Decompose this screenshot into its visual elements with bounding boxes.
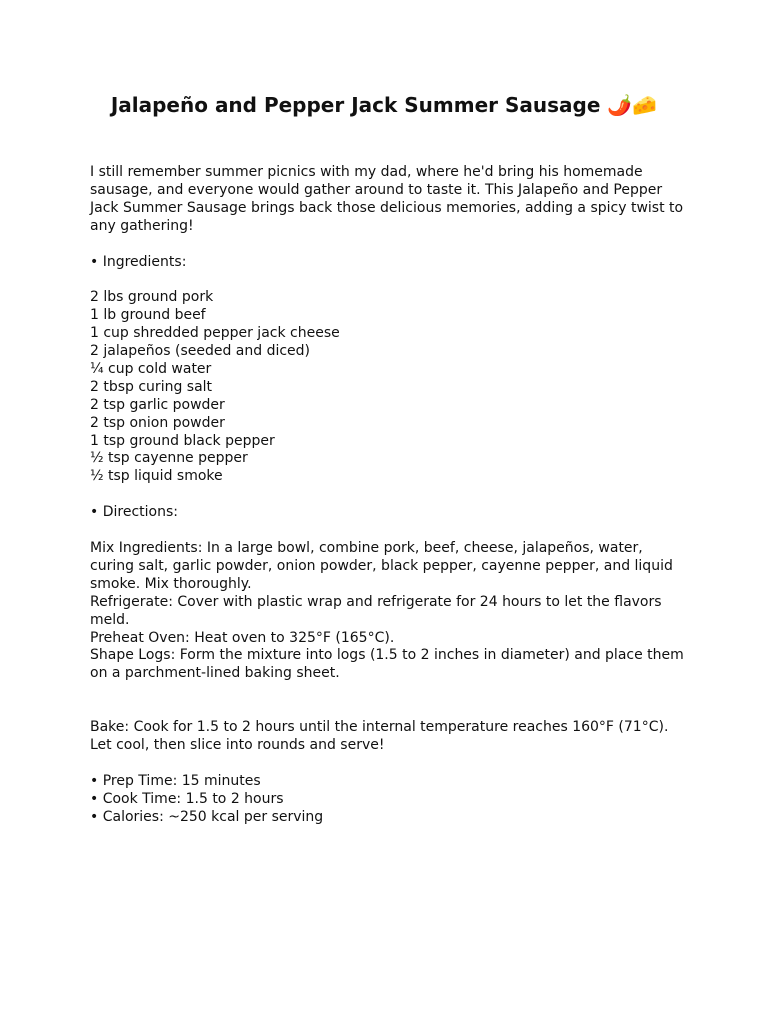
ingredient-item: 1 cup shredded pepper jack cheese [90,325,340,342]
ingredient-item: 2 lbs ground pork [90,289,214,306]
ingredient-item: ¼ cup cold water [90,360,212,377]
ingredient-item: 2 tbsp curing salt [90,378,213,395]
directions-heading: • Directions: [90,504,178,521]
direction-step: Preheat Oven: Heat oven to 325°F (165°C). [90,629,395,646]
cook-time: • Cook Time: 1.5 to 2 hours [90,790,284,807]
bake-step: Bake: Cook for 1.5 to 2 hours until the internal temperature reaches 160°F (71°C). Let cool, then slice into rounds and serve! [90,719,669,753]
direction-step: Refrigerate: Cover with plastic wrap and refrigerate for 24 hours to let the flavors meld. [90,593,662,628]
recipe-title: Jalapeño and Pepper Jack Summer Sausage 🌶️🧀 [110,93,658,117]
ingredients-list [90,289,690,486]
ingredient-item: 2 tsp onion powder [90,414,225,431]
ingredient-item: 2 jalapeños (seeded and diced) [90,343,311,360]
ingredient-item: 1 tsp ground black pepper [90,432,275,449]
ingredient-item: 1 lb ground beef [90,307,206,324]
calories: • Calories: ~250 kcal per serving [90,808,324,825]
direction-step: Mix Ingredients: In a large bowl, combine pork, beef, cheese, jalapeños, water, curing salt, garlic powder, onion powder, black pepper, cayenne pepper, and liquid smoke. Mix thoroughly. [90,539,673,592]
recipe-body [90,164,690,826]
prep-time: • Prep Time: 15 minutes [90,772,261,789]
ingredients-heading: • Ingredients: [90,253,187,270]
ingredient-item: ½ tsp liquid smoke [90,468,223,485]
ingredient-item: 2 tsp garlic powder [90,396,225,413]
ingredient-item: ½ tsp cayenne pepper [90,450,248,467]
recipe-meta-list [90,773,690,827]
direction-step: Shape Logs: Form the mixture into logs (1.5 to 2 inches in diameter) and place them on a parchment-lined baking sheet. [90,647,684,682]
intro-paragraph: I still remember summer picnics with my dad, where he'd bring his homemade sausage, and everyone would gather around to taste it. This Jalapeño and Pepper Jack Summer Sausage brings back those delicious memories, adding a spicy twist to any gathering! [90,164,684,234]
